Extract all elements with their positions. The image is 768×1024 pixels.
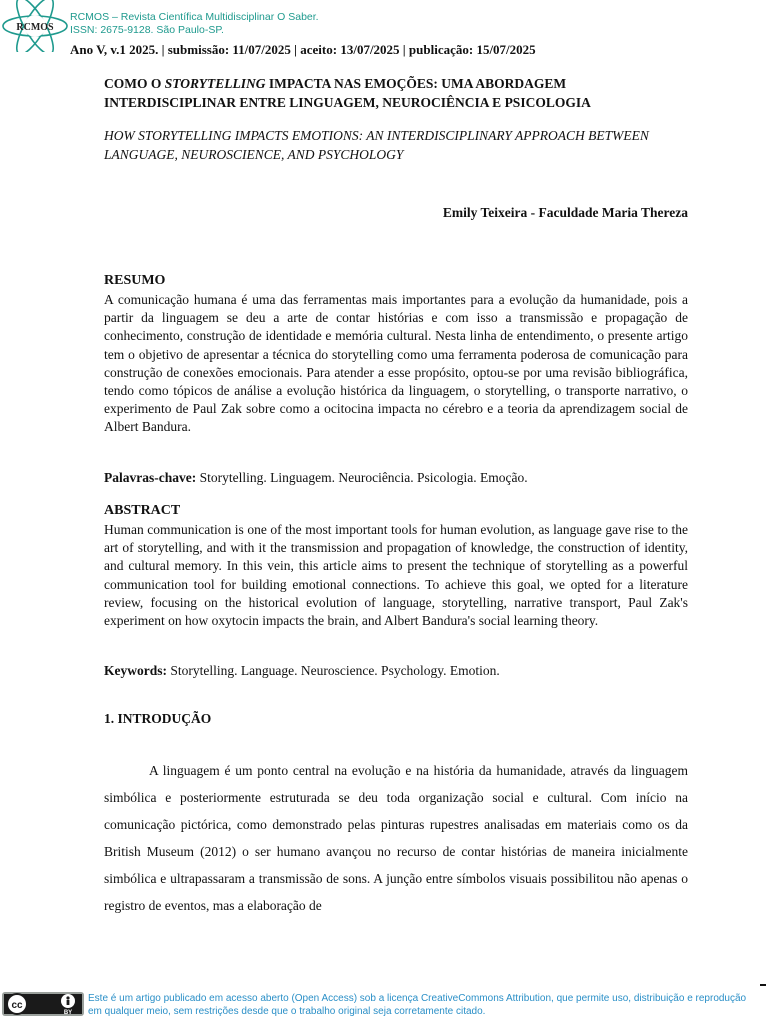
introduction-heading: 1. INTRODUÇÃO [104,711,212,726]
title-portuguese: COMO O STORYTELLING IMPACTA NAS EMOÇÕES: UMA ABORDAGEM INTERDISCIPLINAR ENTRE LINGUAGEM, NEUROCIÊNCIA E PSICOLOGIA [104,76,591,110]
publication-meta: Ano V, v.1 2025. | submissão: 11/07/2025 | aceito: 13/07/2025 | publicação: 15/07/2025 [70,42,536,57]
page-footer [0,990,768,1024]
svg-text:RCMOS: RCMOS [16,22,54,33]
divider [760,984,766,986]
author-line: Emily Teixeira - Faculdade Maria Thereza [442,205,688,220]
title-english: HOW STORYTELLING IMPACTS EMOTIONS: AN INTERDISCIPLINARY APPROACH BETWEEN LANGUAGE, NEUROSCIENCE, AND PSYCHOLOGY [104,128,649,162]
abstract-heading: ABSTRACT [104,503,181,518]
abstract-text: Human communication is one of the most important tools for human evolution, as language gave rise to the art of storytelling, and with it the transmission and propagation of knowledge, the construction of identity, and cultural memory. In this vein, this article aims to present the technique of storytelling as a powerful communication tool for building emotional connections. To achieve this goal, we opted for a literature review, focusing on the historical evolution of language, storytelling, narrative transport, Paul Zak's experiment on how oxytocin impacts the brain, and Albert Bandura's social learning theory. [104,522,688,629]
svg-text:BY: BY [63,1010,73,1016]
introduction-text: A linguagem é um ponto central na evolução e na história da humanidade, através da linguagem simbólica e posteriormente estruturada se deu toda organização social e cultural. Com início na comunicação pictórica, como demonstrado pelas pinturas rupestres analisadas em materiais como os da British Museum (2012) o ser humano avançou no recurso de contar histórias de maneira inicialmente simbólica e ultrapassaram a transmissão de sons. A junção entre símbolos visuais possibilitou não apenas o registro de eventos, mas a elaboração de [104,763,688,913]
svg-text:cc: cc [11,1000,23,1011]
creative-commons-icon [2,992,84,1016]
journal-issn: ISSN: 2675-9128. São Paulo-SP. [70,24,224,36]
journal-logo-icon [0,0,70,52]
page-header [0,0,768,60]
palavras-chave: Palavras-chave: Storytelling. Linguagem. Neurociência. Psicologia. Emoção. [104,470,528,485]
journal-name: RCMOS – Revista Científica Multidisciplinar O Saber. [70,11,319,23]
license-notice: Este é um artigo publicado em acesso aberto (Open Access) sob a licença CreativeCommons Attribution, que permite uso, distribuição e reprodução em qualquer meio, sem restrições desde que o trabalho original seja corretamente citado. [88,993,747,1017]
keywords: Keywords: Storytelling. Language. Neuroscience. Psychology. Emotion. [104,663,500,678]
resumo-heading: RESUMO [104,273,166,288]
journal-info [70,11,319,37]
resumo-text: A comunicação humana é uma das ferramentas mais importantes para a evolução da humanidade, pois a partir da linguagem se deu a arte de contar histórias e com isso a transmissão e propagação de conhecimento, construção de identidade e memória cultural. Nesta linha de entendimento, o presente artigo tem o objetivo de apresentar a técnica do storytelling como uma ferramenta poderosa de comunicação para construção de conexões emocionais. Para atender a esse propósito, optou-se por uma revisão bibliográfica, tendo como tópicos de análise a evolução histórica da linguagem, o storytelling, o transporte narrativo, o experimento de Paul Zak sobre como a ocitocina impacta no cérebro e a teoria da aprendizagem social de Albert Bandura. [104,292,688,435]
